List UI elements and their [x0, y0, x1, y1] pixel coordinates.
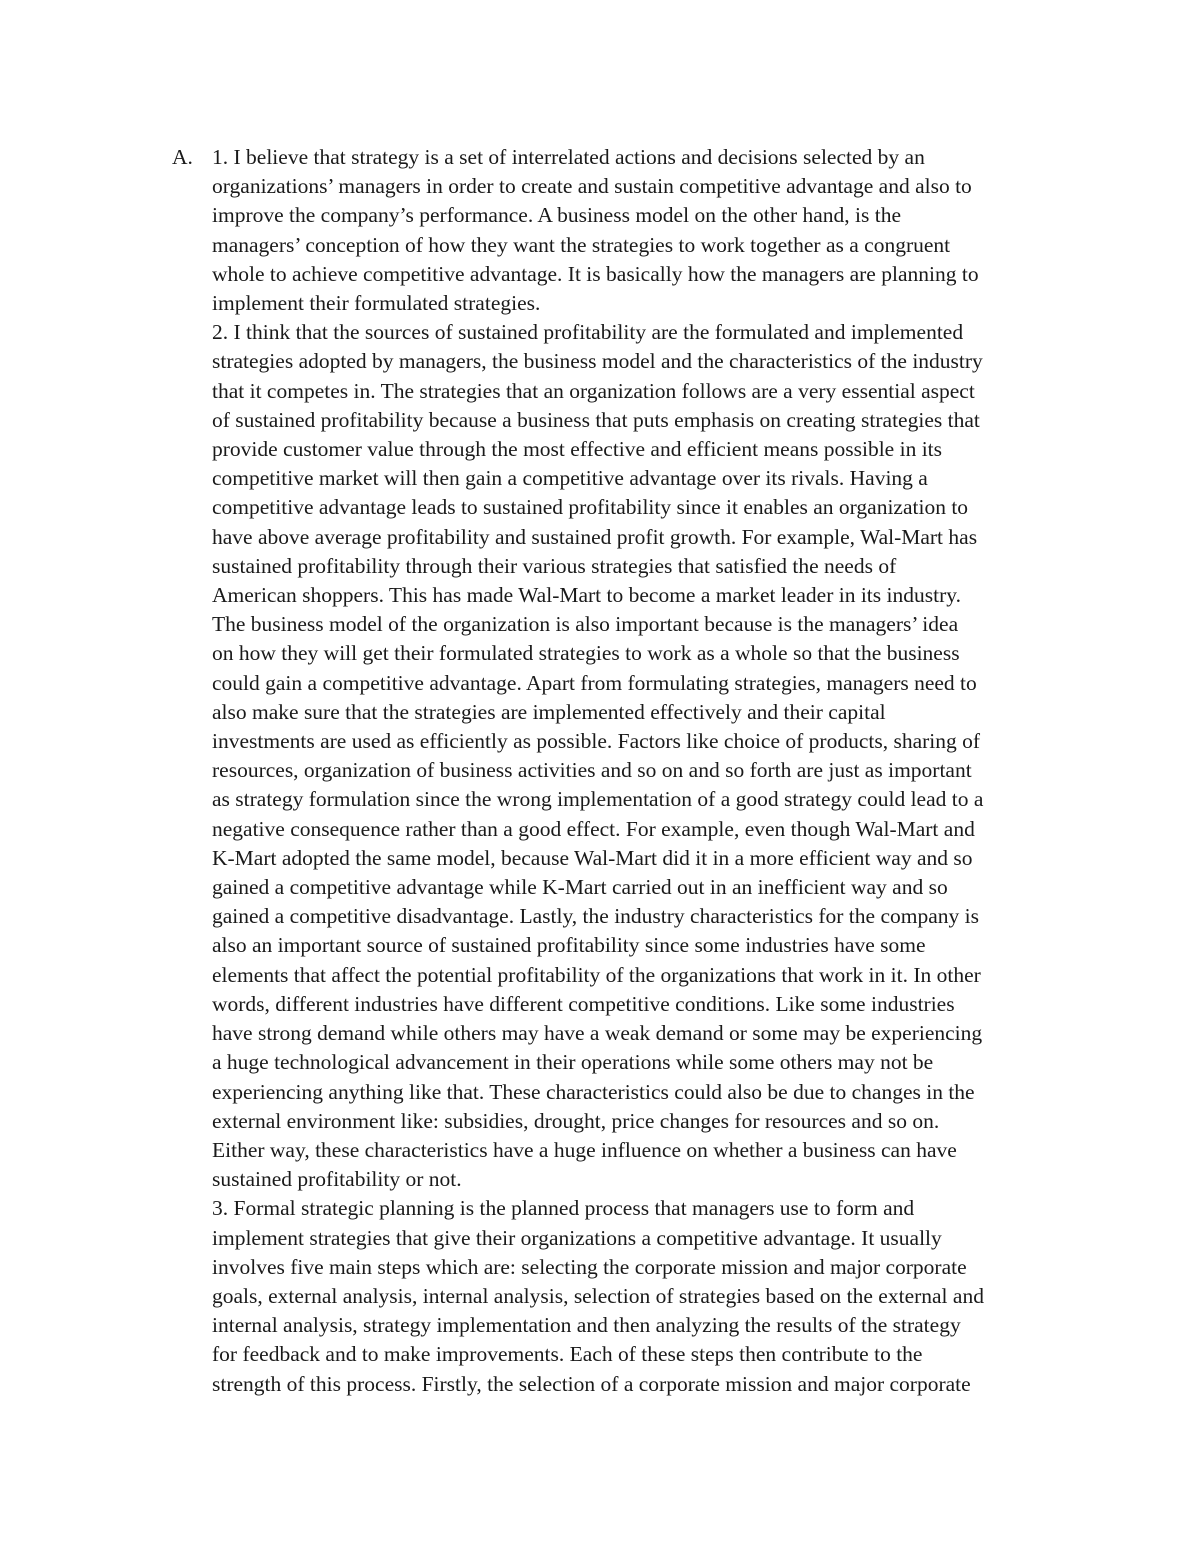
text-line: competitive market will then gain a competitive advantage over its rivals. Having a [212, 466, 928, 491]
text-line: gained a competitive disadvantage. Lastly, the industry characteristics for the company is [212, 904, 979, 929]
text-line: Either way, these characteristics have a huge influence on whether a business can have [212, 1137, 957, 1162]
text-line: a huge technological advancement in their operations while some others may not be [212, 1050, 934, 1075]
answer-paragraph-1 [212, 143, 1072, 318]
text-line: 3. Formal strategic planning is the planned process that managers use to form and [212, 1196, 915, 1221]
text-line: sustained profitability through their various strategies that satisfied the needs of [212, 553, 897, 578]
text-line: for feedback and to make improvements. Each of these steps then contribute to the [212, 1342, 923, 1367]
answer-body [212, 143, 1072, 1399]
text-line: could gain a competitive advantage. Apart from formulating strategies, managers need to [212, 670, 977, 695]
text-line: The business model of the organization is also important because is the managers’ idea [212, 612, 959, 637]
text-line: words, different industries have different competitive conditions. Like some industries [212, 991, 955, 1016]
text-line: involves five main steps which are: selecting the corporate mission and major corporate [212, 1254, 967, 1279]
text-line: as strategy formulation since the wrong implementation of a good strategy could lead to a [212, 787, 984, 812]
answer-paragraph-2 [212, 318, 1072, 1194]
text-line: implement their formulated strategies. [212, 291, 541, 316]
text-line: competitive advantage leads to sustained profitability since it enables an organization to [212, 495, 969, 520]
text-line: external environment like: subsidies, drought, price changes for resources and so on. [212, 1108, 940, 1133]
text-line: internal analysis, strategy implementation and then analyzing the results of the strategy [212, 1313, 961, 1338]
text-line: strategies adopted by managers, the business model and the characteristics of the industry [212, 349, 983, 374]
text-line: 2. I think that the sources of sustained profitability are the formulated and implemented [212, 320, 964, 345]
text-line: gained a competitive advantage while K-Mart carried out in an inefficient way and so [212, 875, 948, 900]
text-line: improve the company’s performance. A business model on the other hand, is the [212, 203, 902, 228]
text-line: implement strategies that give their organizations a competitive advantage. It usually [212, 1225, 942, 1250]
text-line: strength of this process. Firstly, the selection of a corporate mission and major corporate [212, 1371, 971, 1396]
answer-paragraph-3 [212, 1194, 1072, 1398]
text-line: also make sure that the strategies are implemented effectively and their capital [212, 699, 886, 724]
text-line: have strong demand while others may have a weak demand or some may be experiencing [212, 1021, 983, 1046]
text-line: resources, organization of business activities and so on and so forth are just as important [212, 758, 972, 783]
text-line: sustained profitability or not. [212, 1167, 462, 1192]
text-line: have above average profitability and sustained profit growth. For example, Wal-Mart has [212, 524, 978, 549]
text-line: on how they will get their formulated strategies to work as a whole so that the business [212, 641, 960, 666]
text-line: that it competes in. The strategies that an organization follows are a very essential aspect [212, 378, 975, 403]
text-line: investments are used as efficiently as possible. Factors like choice of products, sharing of [212, 729, 981, 754]
text-line: 1. I believe that strategy is a set of interrelated actions and decisions selected by an [212, 145, 925, 169]
text-line: experiencing anything like that. These characteristics could also be due to changes in the [212, 1079, 975, 1104]
text-line: whole to achieve competitive advantage. It is basically how the managers are planning to [212, 261, 979, 286]
text-line: American shoppers. This has made Wal-Mart to become a market leader in its industry. [212, 583, 961, 608]
text-line: K-Mart adopted the same model, because Wal-Mart did it in a more efficient way and so [212, 845, 973, 870]
text-line: organizations’ managers in order to create and sustain competitive advantage and also to [212, 174, 972, 199]
text-line: managers’ conception of how they want the strategies to work together as a congruent [212, 232, 951, 257]
text-line: provide customer value through the most effective and efficient means possible in its [212, 437, 943, 462]
text-line: also an important source of sustained profitability since some industries have some [212, 933, 926, 958]
text-line: of sustained profitability because a business that puts emphasis on creating strategies that [212, 407, 980, 432]
text-line: goals, external analysis, internal analysis, selection of strategies based on the external and [212, 1283, 984, 1308]
text-line: elements that affect the potential profitability of the organizations that work in it. In other [212, 962, 981, 987]
text-line: negative consequence rather than a good effect. For example, even though Wal-Mart and [212, 816, 975, 841]
section-label: A. [172, 145, 193, 169]
